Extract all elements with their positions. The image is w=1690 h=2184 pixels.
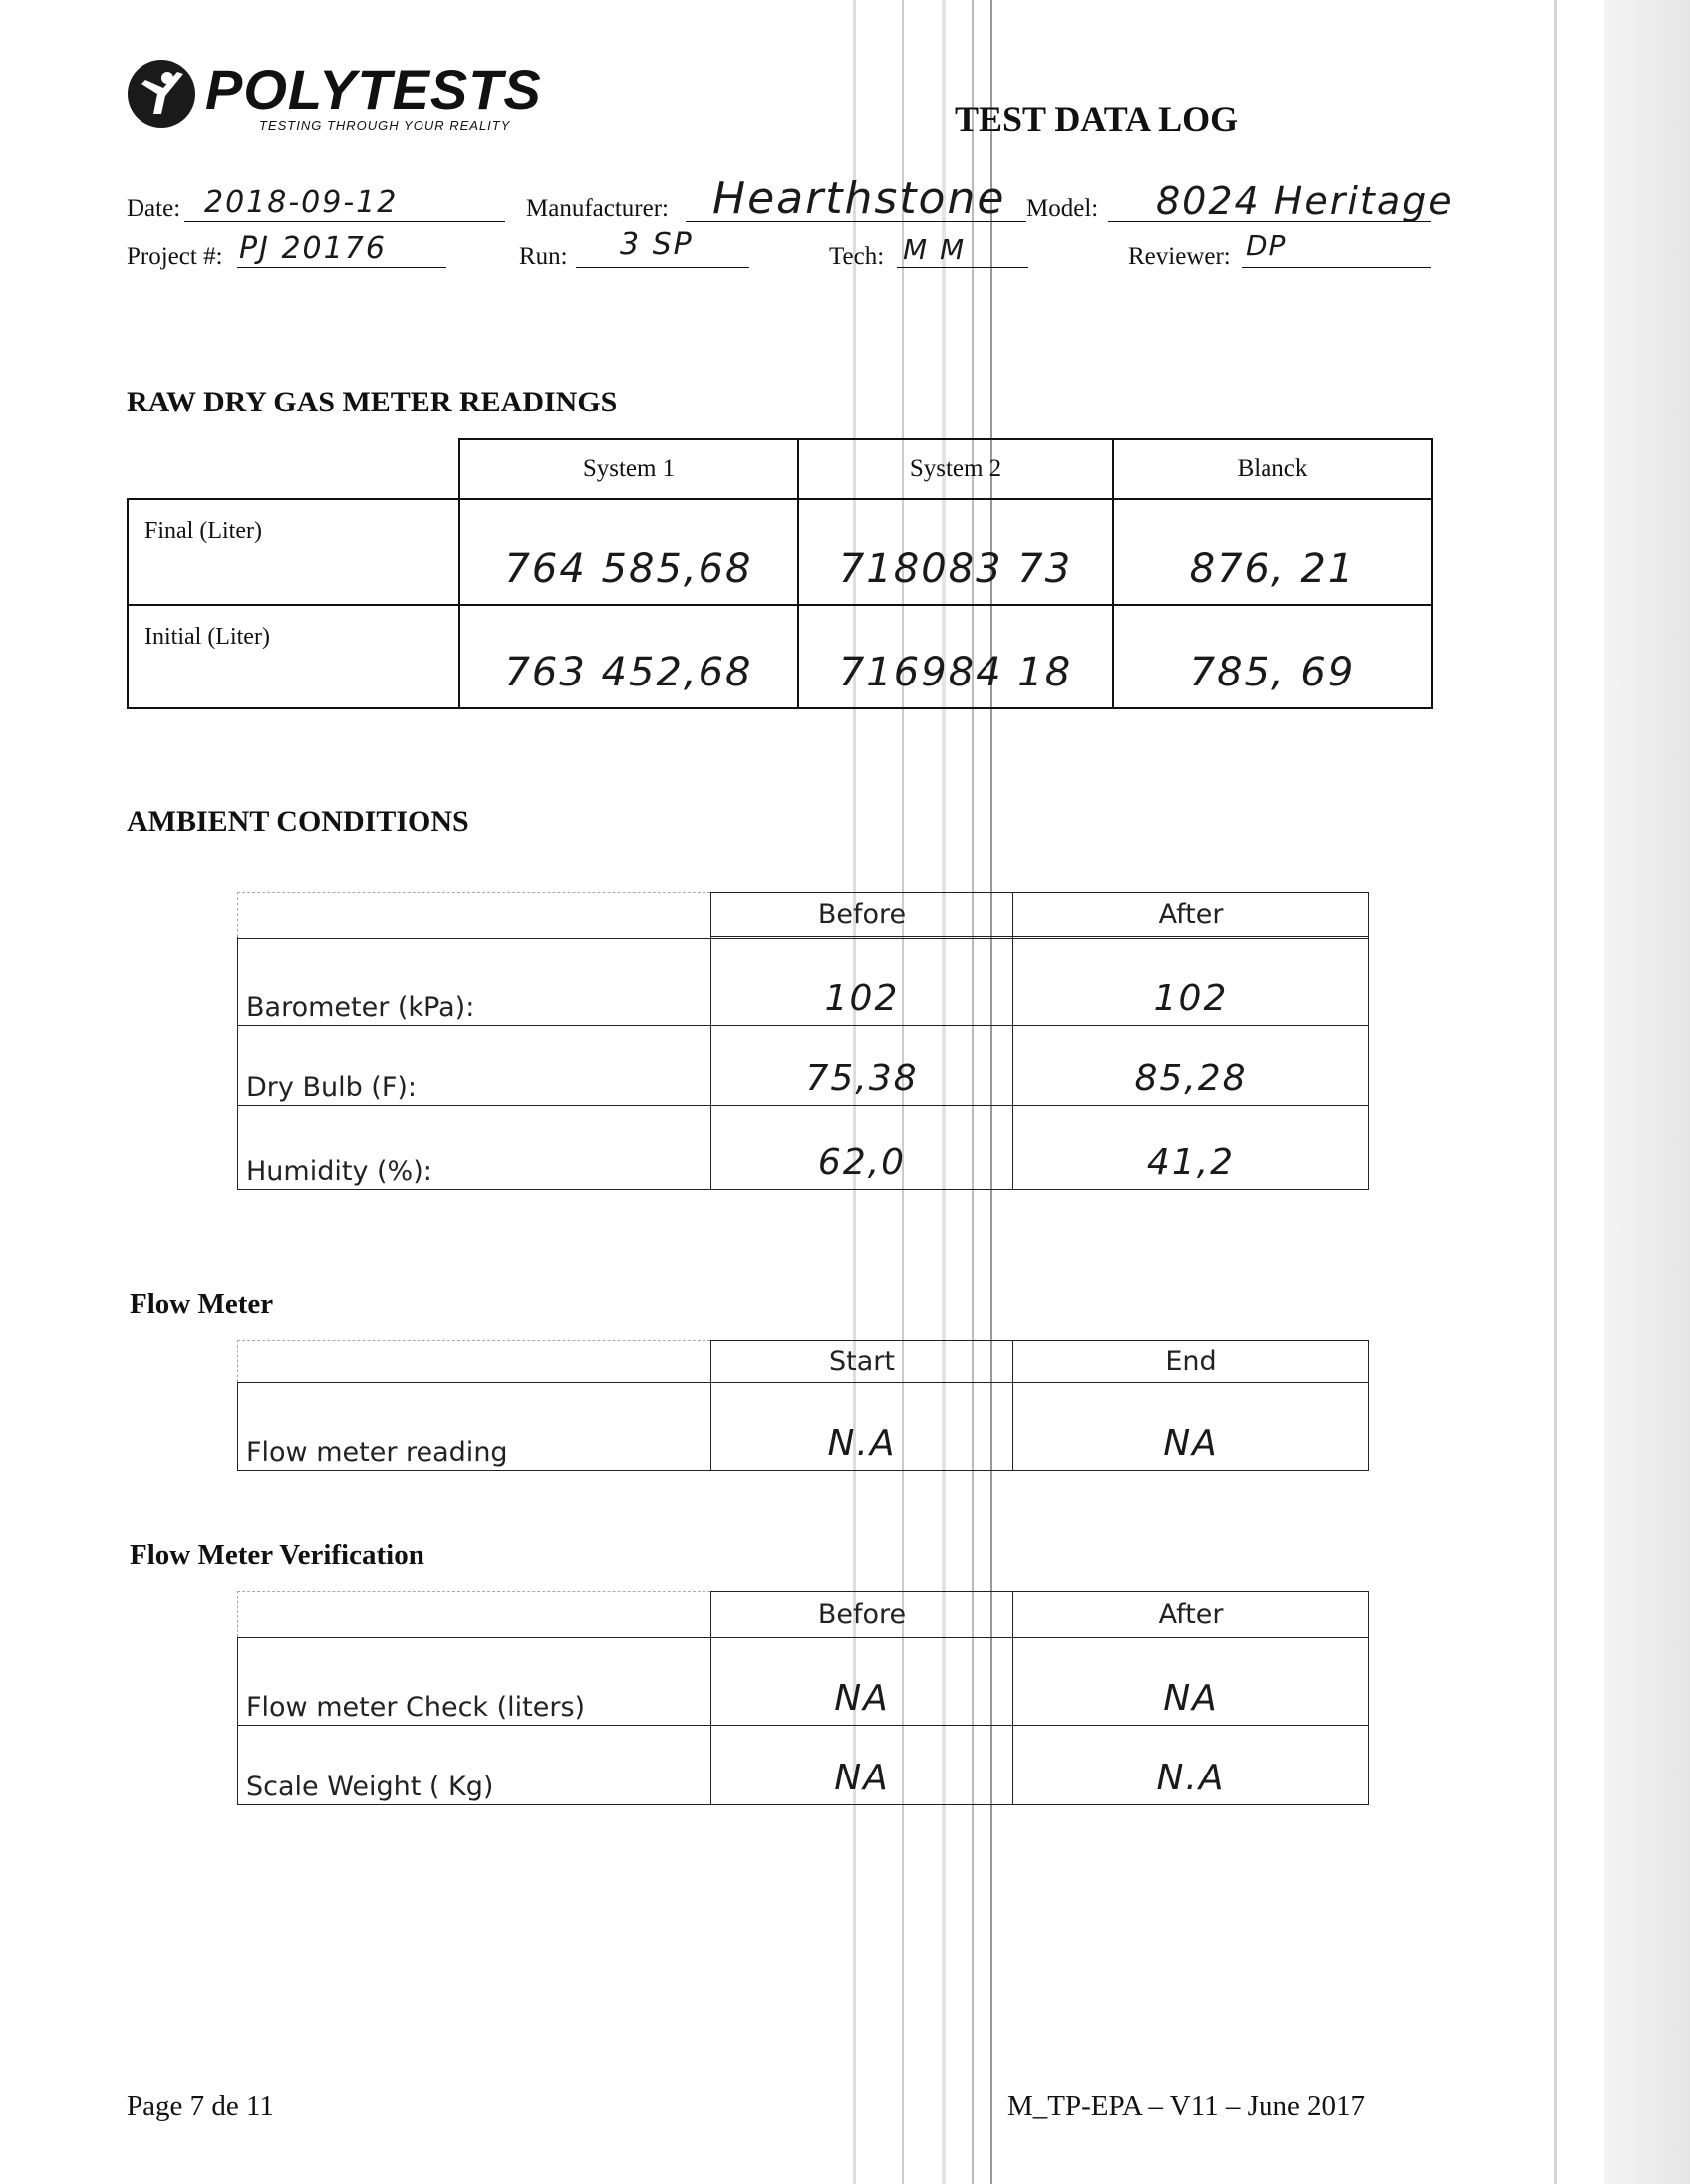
- table-cell: [1013, 939, 1369, 1026]
- cell-value: 876, 21: [1189, 546, 1356, 592]
- logo-figure-icon: [128, 60, 195, 128]
- table-cell: [711, 1106, 1013, 1190]
- column-header: System 2: [798, 439, 1113, 499]
- brand-tagline: TESTING THROUGH YOUR REALITY: [259, 118, 511, 133]
- column-header: Start: [711, 1341, 1013, 1383]
- project-value: PJ 20176: [239, 231, 387, 266]
- column-header: Before: [711, 1592, 1013, 1638]
- model-value: 8024 Heritage: [1156, 179, 1454, 223]
- column-header: Before: [711, 893, 1013, 937]
- flow-meter-table: [237, 1340, 1369, 1471]
- scan-artifact-band: [1554, 0, 1557, 2184]
- table-cell: [711, 1638, 1013, 1726]
- row-label: Barometer (kPa):: [238, 939, 711, 1026]
- row-label: Scale Weight ( Kg): [238, 1726, 711, 1805]
- run-value: 3 SP: [620, 227, 694, 262]
- ambient-table: [237, 892, 1369, 1190]
- row-label: Initial (Liter): [128, 605, 459, 708]
- cell-value: 763 452,68: [504, 650, 753, 695]
- cell-value: 102: [824, 978, 900, 1019]
- table-cell: [1013, 1638, 1369, 1726]
- row-label: Dry Bulb (F):: [238, 1026, 711, 1106]
- document-title: TEST DATA LOG: [955, 99, 1239, 138]
- column-header: System 1: [459, 439, 798, 499]
- column-header: After: [1013, 1592, 1369, 1638]
- table-cell: [1013, 1726, 1369, 1805]
- cell-value: NA: [834, 1758, 890, 1798]
- run-label: Run:: [519, 243, 568, 270]
- row-label: Final (Liter): [128, 499, 459, 605]
- project-underline: [237, 267, 446, 268]
- cell-value: NA: [834, 1678, 890, 1719]
- row-label: Flow meter Check (liters): [238, 1638, 711, 1726]
- ambient-heading: AMBIENT CONDITIONS: [127, 805, 469, 838]
- row-label: Flow meter reading: [238, 1383, 711, 1471]
- manufacturer-label: Manufacturer:: [526, 195, 669, 222]
- cell-value: 41,2: [1146, 1142, 1236, 1183]
- table-cell: [711, 1383, 1013, 1471]
- tech-label: Tech:: [829, 243, 885, 270]
- table-cell: [459, 605, 798, 708]
- page-number: Page 7 de 11: [127, 2090, 274, 2122]
- table-cell: [1013, 1383, 1369, 1471]
- document-code: M_TP-EPA – V11 – June 2017: [1007, 2090, 1366, 2122]
- reviewer-value: DP: [1246, 229, 1288, 262]
- cell-value: NA: [1163, 1423, 1219, 1464]
- column-header: After: [1013, 893, 1369, 937]
- date-label: Date:: [127, 195, 181, 222]
- run-underline: [576, 267, 749, 268]
- row-label: Humidity (%):: [238, 1106, 711, 1190]
- date-value: 2018-09-12: [204, 185, 399, 220]
- gas-meter-heading: RAW DRY GAS METER READINGS: [127, 386, 618, 418]
- scan-artifact-band: [1604, 0, 1690, 2184]
- model-label: Model:: [1026, 195, 1099, 222]
- date-underline: [184, 221, 505, 222]
- tech-underline: [897, 267, 1028, 268]
- cell-value: NA: [1163, 1678, 1219, 1719]
- cell-value: 718083 73: [838, 546, 1073, 592]
- table-cell: [1113, 605, 1432, 708]
- table-cell: [1013, 1026, 1369, 1106]
- cell-value: 102: [1153, 978, 1229, 1019]
- flow-verification-heading: Flow Meter Verification: [130, 1539, 424, 1571]
- cell-value: N.A: [1156, 1758, 1226, 1798]
- table-corner: [238, 1592, 711, 1638]
- manufacturer-value: Hearthstone: [712, 173, 1006, 224]
- table-cell: [798, 499, 1113, 605]
- table-cell: [711, 1726, 1013, 1805]
- cell-value: 764 585,68: [504, 546, 753, 592]
- table-corner: [238, 893, 711, 937]
- column-header: Blanck: [1113, 439, 1432, 499]
- brand-logo: [128, 58, 566, 137]
- table-cell: [459, 499, 798, 605]
- cell-value: 716984 18: [838, 650, 1073, 695]
- project-label: Project #:: [127, 243, 223, 270]
- cell-value: 62,0: [817, 1142, 907, 1183]
- reviewer-underline: [1242, 267, 1431, 268]
- table-cell: [1013, 1106, 1369, 1190]
- table-cell: [1113, 499, 1432, 605]
- gas-meter-table: [127, 438, 1433, 709]
- cell-value: 785, 69: [1189, 650, 1356, 695]
- table-corner: [238, 1341, 711, 1383]
- column-header: End: [1013, 1341, 1369, 1383]
- cell-value: N.A: [827, 1423, 897, 1464]
- brand-name: POLYTESTS: [205, 58, 542, 121]
- cell-value: 85,28: [1134, 1058, 1248, 1099]
- flow-meter-heading: Flow Meter: [130, 1288, 274, 1320]
- flow-verification-table: [237, 1591, 1369, 1805]
- table-cell: [711, 1026, 1013, 1106]
- table-corner: [128, 439, 459, 499]
- tech-value: M M: [903, 233, 967, 266]
- table-cell: [711, 939, 1013, 1026]
- reviewer-label: Reviewer:: [1128, 243, 1231, 270]
- table-cell: [798, 605, 1113, 708]
- cell-value: 75,38: [805, 1058, 919, 1099]
